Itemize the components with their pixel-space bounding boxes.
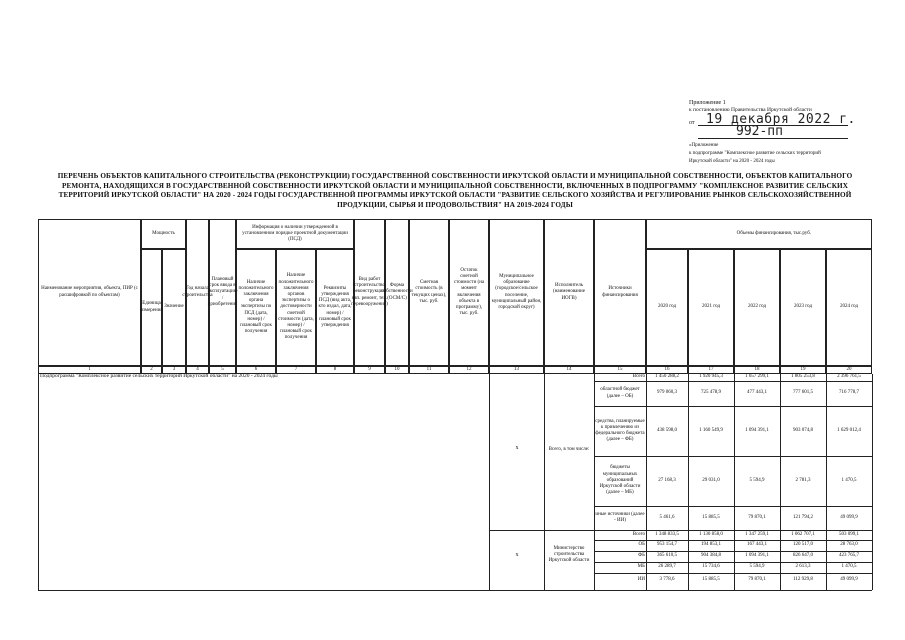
col-num: 6 [236,366,276,374]
appendix-line-2: к постановлению Правительства Иркутской области [689,107,812,113]
block2-row-source: ФБ [638,553,645,559]
block1-value: 477 443,1 [747,390,767,396]
block1-value: 2 396 761,5 [837,374,861,380]
block1-value: 1 094 391,1 [745,427,769,433]
block1-value: 15 885,5 [702,514,720,520]
block2-value: 5 594,9 [749,564,765,570]
block2-row-source: ИИ [637,576,645,582]
block2-value: 1 347 259,1 [745,531,769,537]
block2-value: 1 470,5 [841,564,857,570]
header-rest-cost: Остаток сметной стоимости (на момент включения объекта в программу), тыс. руб. [449,219,489,366]
document-title: ПЕРЕЧЕНЬ ОБЪЕКТОВ КАПИТАЛЬНОГО СТРОИТЕЛЬСТВА (РЕКОНСТРУКЦИИ) ГОСУДАРСТВЕННОЙ СОБСТВЕННОСТИ ИРКУТСКОЙ ОБЛАСТИ И МУНИЦИПАЛЬНОЙ СОБСТВЕННОСТИ, ОБЪЕКТОВ КАПИТАЛЬНОГО РЕМОНТА, НАХОДЯЩИХСЯ В ГОСУДАРСТВЕННОЙ СОБСТВЕННОСТИ ИРКУТСКОЙ ОБЛАСТИ И МУНИЦИПАЛЬНОЙ СОБСТВЕННОСТИ, ВКЛЮЧЕННЫХ В ПОДПРОГРАММУ "КОМПЛЕКСНОЕ РАЗВИТИЕ СЕЛЬСКИХ ТЕРРИТОРИЙ ИРКУТСКОЙ ОБЛАСТИ" НА 2020 - 2024 ГОДЫ ГОСУДАРСТВЕННОЙ ПРОГРАММЫ ИРКУТСКОЙ ОБЛАСТИ "РАЗВИТИЕ СЕЛЬСКОГО ХОЗЯЙСТВА И РЕГУЛИРОВАНИЕ РЫНКОВ СЕЛЬСКОХОЗЯЙСТВЕННОЙ ПРОДУКЦИИ, СЫРЬЯ И ПРОДОВОЛЬСТВИЯ" НА 2019-2024 ГОДЫ [57,172,853,209]
block2-value: 1 062 707,1 [791,531,815,537]
header-est-cost: Сметная стоимость (в текущих ценах), тыс. руб. [409,219,449,366]
header-value: Значение [162,249,186,366]
col-num: 16 [646,366,688,374]
block1-value: 903 074,8 [793,427,813,433]
header-funding: Объемы финансирования, тыс.руб. [646,219,872,249]
block2-value: 1 348 833,5 [655,531,679,537]
block1-row-source: средства, планируемые к привлечению из федерального бюджета (далее – ФБ) [595,418,645,443]
block1-value: 121 794,2 [793,514,813,520]
col-num: 10 [385,366,409,374]
block2-value: 112 929,8 [793,576,813,582]
block1-label: Всего, в том числе: [548,446,590,452]
col-num: 19 [780,366,826,374]
header-psd-smeta: Наличие положительного заключения органов экспертизы о достоверности сметной стоимости (дата, номер) / плановый срок получения [276,249,316,366]
block2-value: 26 289,7 [658,564,676,570]
block1-value: 27 168,3 [658,477,676,483]
block2-value: 49 099,9 [840,576,858,582]
header-executor: Исполнитель (наименование ИОГВ) [544,219,594,366]
appendix-line-5: Иркутской области" на 2020 - 2024 годы [689,159,775,164]
block2-value: 423 765,7 [839,553,859,559]
block2-value: 167 443,1 [747,542,767,548]
block1-value: 1 920 945,3 [699,374,723,380]
block1-value: 438 598,0 [657,427,677,433]
block2-value: 15 734,6 [702,564,720,570]
col-num: 3 [162,366,186,374]
block2-value: 365 610,5 [657,553,677,559]
col-num: 2 [141,366,162,374]
block1-value: 1 470,5 [841,477,857,483]
header-psd-expert: Наличие положительного заключения органа экспертизы по ПСД (дата, номер) / плановый срок получения [236,249,276,366]
col-num: 17 [688,366,734,374]
block2-x-mark: х [515,552,519,558]
block2-value: 28 763,0 [840,542,858,548]
block2-value: 503 099,1 [839,531,859,537]
col-num: 1 [38,366,141,374]
appendix-line-4: к подпрограмме "Комплексное развитие сельских территорий [689,151,821,156]
block1-value: 1 450 288,2 [655,374,679,380]
col-num: 9 [354,366,385,374]
header-form-own: Форма собственности (ОСМ/С) [385,219,409,366]
header-work-type: Вид работ (строительство, реконструкция, кап. ремонт, тех. перевооружение) [354,219,385,366]
block2-value: 826 647,0 [793,553,813,559]
block1-value: 725 478,9 [701,390,721,396]
number-underline [698,138,848,139]
block2-value: 15 885,5 [702,576,720,582]
appendix-date-prefix: от [689,120,695,126]
block2-value: 1 130 858,0 [699,531,723,537]
block1-value: 2 781,3 [795,477,811,483]
block1-value: 29 031,0 [702,477,720,483]
block2-value: 2 613,3 [795,564,811,570]
block1-value: 1 160 549,9 [699,427,723,433]
block1-value: 1 805 253,8 [791,374,815,380]
col-num: 14 [544,366,594,374]
appendix-number-value: 992-пп [736,124,783,139]
col-num: 15 [594,366,646,374]
block2-value: 904 384,8 [701,553,721,559]
block2-row-source: Всего [632,531,645,537]
block2-executor: Министерство строительства Иркутской области [548,545,590,564]
col-num: 20 [826,366,872,374]
header-unit: Единица измерения [141,249,162,366]
header-psd-group: Информация о наличии утвержденной в установленном порядке проектной документации (ПСД) [236,219,354,249]
block1-value: 777 601,5 [793,390,813,396]
col-num: 13 [489,366,544,374]
header-year-2020: 2020 год [646,249,688,366]
block1-value: 5 461,6 [659,514,675,520]
block1-value: 79 870,1 [748,514,766,520]
header-plan-year: Плановый срок ввода в эксплуатацию / приобретения [209,219,236,366]
col-num: 7 [276,366,316,374]
block2-value: 3 778,6 [659,576,675,582]
block1-value: 49 099,9 [840,514,858,520]
header-municipal: Муниципальное образование (городское/сельское поселение, муниципальный район, городской округ) [489,219,544,366]
header-capacity: Мощность [141,219,186,249]
header-year-2023: 2023 год [780,249,826,366]
col-num: 18 [734,366,780,374]
block2-value: 194 853,1 [701,542,721,548]
block1-row-source: Всего [632,374,645,380]
header-year-2024: 2024 год [826,249,872,366]
col-num: 12 [449,366,489,374]
appendix-line-1: Приложение 1 [689,100,726,106]
col-num: 8 [316,366,354,374]
block1-value: 716 778,7 [839,390,859,396]
block1-row-source: областной бюджет (далее – ОБ) [600,387,640,399]
subprogram-label: Подпрограмма "Комплексное развитие сельских территорий Иркутской области" на 2020 - 2024 годы [40,373,278,379]
col-num: 5 [209,366,236,374]
block1-x-mark: х [515,445,519,451]
block2-value: 79 870,1 [748,576,766,582]
block1-row-source: иные источники (далее - ИИ) [595,511,645,523]
col-num: 11 [409,366,449,374]
block2-row-source: МБ [637,564,645,570]
block1-value: 5 594,9 [749,477,765,483]
appendix-line-3: «Приложение [689,143,719,148]
block2-row-source: ОБ [638,542,645,548]
appendix-date-value: 19 декабря 2022 г. [706,112,856,127]
block2-value: 120 517,0 [793,542,813,548]
block1-value: 979 060,3 [657,390,677,396]
header-sources: Источники финансирования [594,219,646,366]
header-psd-approve: Реквизиты утверждения ПСД (вид акта, кто издал, дата, номер) / плановый срок утверждения [316,249,354,366]
block2-value: 953 154,7 [657,542,677,548]
block1-row-source: бюджеты муниципальных образований Иркутской области (далее – МБ) [599,465,641,496]
header-name: Наименование мероприятия, объекта, ПИР (с расшифровкой по объектам) [38,219,141,366]
col-num: 4 [186,366,209,374]
block1-value: 1 657 299,1 [745,374,769,380]
appendix-sub-block [689,143,899,165]
header-start-year: Год начала строительства [186,219,209,366]
header-year-2022: 2022 год [734,249,780,366]
header-year-2021: 2021 год [688,249,734,366]
block2-value: 1 094 391,1 [745,553,769,559]
block1-value: 1 629 012,4 [837,427,861,433]
